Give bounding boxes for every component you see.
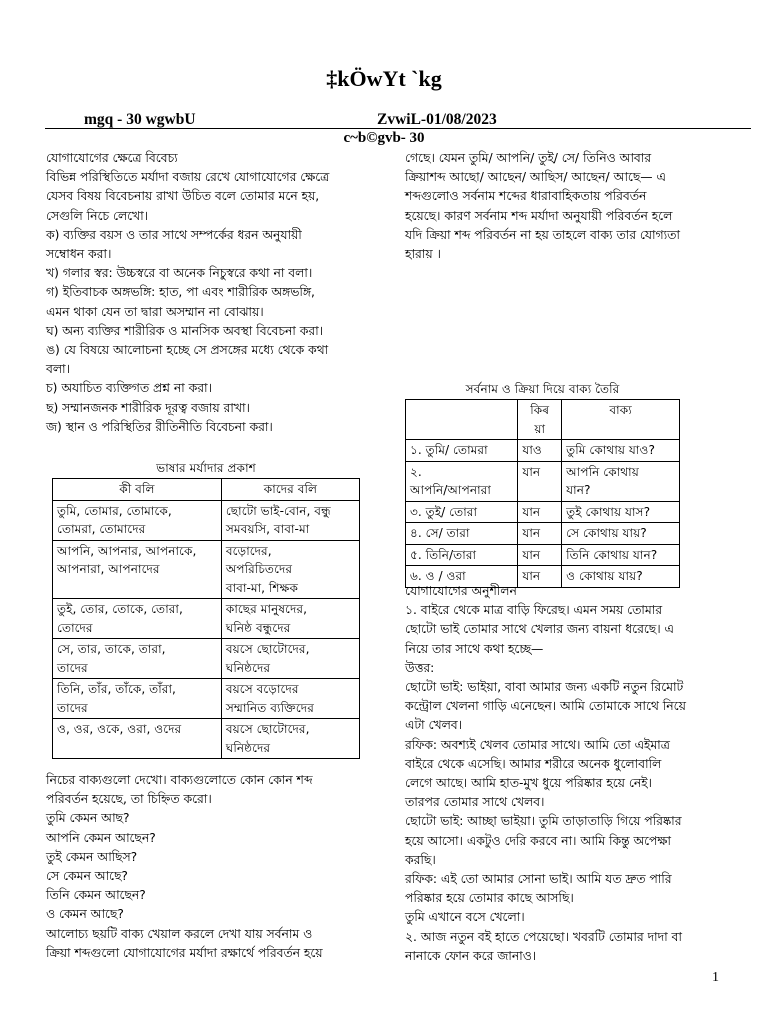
text-line: সেগুলি নিচে লেখো। (46, 208, 149, 223)
table-cell: আপনি কোথায় যান? (562, 461, 680, 501)
text-line: এমন থাকা যেন তা দ্বারা অসম্মান না বোঝায়। (46, 304, 264, 319)
table-cell: ১. তুমি/ তোমরা (406, 440, 518, 462)
table-cell: কাছের মানুষদের, ঘনিষ্ঠ বন্ধুদের (221, 599, 359, 639)
text-line: তুমি এখানে বসে খেলো। (405, 910, 525, 925)
table-cell: সে কোথায় যায়? (562, 523, 680, 545)
text-line: ২. আজ নতুন বই হাতে পেয়েছো। খবরটি তোমার দাদা বা (405, 929, 682, 944)
pronoun-verb-table (405, 399, 680, 588)
text-line: আলোচ্য ছয়টি বাক্য খেয়াল করলে দেখা যায় সর্বনাম ও (46, 926, 313, 941)
table-cell: যান (518, 501, 562, 523)
text-line: যদি ক্রিয়া শব্দ পরিবর্তন না হয় তাহলে বাক্য তার যোগ্যতা (405, 227, 680, 242)
table-cell: যাও (518, 440, 562, 462)
table-row (406, 523, 680, 545)
table-row (53, 500, 360, 540)
table-row (406, 544, 680, 566)
text-line: হয়ে আসো। একটুও দেরি করবে না। আমি কিন্তু অপেক্ষা (405, 833, 671, 848)
text-line: তুই কেমন আছিস? (46, 849, 138, 864)
text-line: হয়েছে। কারণ সর্বনাম শব্দ মর্যাদা অনুযায়ী পরিবর্তন হলে (405, 208, 673, 223)
table-cell: তুই, তোর, তোকে, তোরা, তোদের (53, 599, 222, 639)
page-number: 1 (712, 970, 719, 985)
text-line: ক) ব্যক্তির বয়স ও তার সাথে সম্পর্কের ধরন অনুযায়ী (46, 227, 302, 242)
text-line: করছি। (405, 852, 436, 867)
text-line: শব্দগুলোও সর্বনাম শব্দের ধারাবাহিকতায় পরিবর্তন (405, 189, 647, 204)
table-row (406, 501, 680, 523)
document-title: ‡kÖwYt `kg (326, 66, 442, 91)
column-header: কিৰ য়া (518, 400, 562, 440)
text-line: রফিক: এই তো আমার সোনা ভাই। আমি যত দ্রুত পারি (405, 872, 672, 887)
table-row (406, 440, 680, 462)
table-cell: ৫. তিনি/তারা (406, 544, 518, 566)
table-cell: সে, তার, তাকে, তারা, তাদের (53, 639, 222, 679)
table-row (53, 719, 360, 759)
table-cell: ২. আপনি/আপনারা (406, 461, 518, 501)
table-cell: ৪. সে/ তারা (406, 523, 518, 545)
table-cell: আপনি, আপনার, আপনাকে, আপনারা, আপনাদের (53, 540, 222, 599)
left-intro-text (46, 149, 329, 437)
text-line: তারপর তোমার সাথে খেলব। (405, 795, 545, 810)
table-header-row (53, 479, 360, 501)
table1-caption: ভাষার মর্যাদার প্রকাশ (156, 461, 256, 475)
text-line: যেসব বিষয় বিবেচনায় রাখা উচিত বলে তোমার মনে হয়, (46, 189, 320, 204)
right-top-text (405, 149, 680, 264)
text-line: ক্রিয়া শব্দগুলো যোগাযোগের মর্যাদা রক্ষার্থে পরিবর্তন হয়ে (46, 945, 323, 960)
table-cell: তুমি, তোমার, তোমাকে, তোমরা, তোমাদের (53, 500, 222, 540)
table-cell: যান (518, 544, 562, 566)
table-cell: তিনি কোথায় যান? (562, 544, 680, 566)
text-line: ১. বাইরে থেকে মাত্র বাড়ি ফিরেছ। এমন সময় তোমার (405, 603, 663, 618)
header-divider (45, 128, 751, 129)
text-line: উত্তর: (405, 660, 435, 675)
text-line: নানাকে ফোন করে জানাও। (405, 948, 537, 963)
text-line: নিয়ে তার সাথে কথা হচ্ছে— (405, 641, 544, 656)
table-row (53, 639, 360, 679)
table-cell: বয়সে বড়োদের সম্মানিত ব্যক্তিদের (221, 679, 359, 719)
right-bottom-text (405, 582, 686, 966)
text-line: ছোটো ভাই তোমার সাথে খেলার জন্য বায়না ধরেছে। এ (405, 622, 674, 637)
table-cell: ৩. তুই/ তোরা (406, 501, 518, 523)
table-row (406, 461, 680, 501)
column-header (406, 400, 518, 440)
table-cell: ৬. ও / ওরা (406, 566, 518, 588)
table-row (53, 599, 360, 639)
text-line: যোগাযোগের ক্ষেত্রে বিবেচ্য (46, 151, 178, 165)
table-row (53, 679, 360, 719)
table-cell: যান (518, 523, 562, 545)
text-line: বলা। (46, 362, 70, 377)
text-line: রফিক: অবশ্যই খেলব তোমার সাথে। আমি তো এইমাত্র (405, 737, 670, 752)
table-cell: ও, ওর, ওকে, ওরা, ওদের (53, 719, 222, 759)
text-line: এটা খেলব। (405, 718, 462, 733)
date-label: ZvwiL-01/08/2023 (377, 111, 497, 128)
text-line: বিভিন্ন পরিস্থিতিতে মর্যাদা বজায় রেখে যোগাযোগের ক্ষেত্রে (46, 170, 330, 185)
text-line: ও কেমন আছে? (46, 907, 124, 922)
text-line: হারায় । (405, 247, 441, 262)
table-cell: তুই কোথায় যাস? (562, 501, 680, 523)
text-line: আপনি কেমন আছেন? (46, 830, 156, 845)
text-line: ঙ) যে বিষয়ে আলোচনা হচ্ছে সে প্রসঙ্গের মধ্যে থেকে কথা (46, 343, 329, 358)
text-line: জ) স্থান ও পরিস্থিতির রীতিনীতি বিবেচনা করা। (46, 419, 273, 434)
left-bottom-text (46, 771, 323, 963)
text-line: ছোটো ভাই: ভাইয়া, বাবা আমার জন্য একটি নতুন রিমোট (405, 680, 684, 695)
text-line: বাইরে থেকে এসেছি। আমার শরীরে অনেক ধুলোবালি (405, 756, 662, 771)
text-line: নিচের বাক্যগুলো দেখো। বাক্যগুলোতে কোন কোন শব্দ (46, 773, 313, 787)
table-cell: বড়োদের, অপরিচিতদের বাবা-মা, শিক্ষক (221, 540, 359, 599)
text-line: ছ) সম্মানজনক শারীরিক দূরত্ব বজায় রাখা। (46, 400, 250, 415)
text-line: সম্বোধন করা। (46, 247, 112, 262)
text-line: পরিষ্কার হয়ে তোমার কাছে আসছি। (405, 891, 574, 906)
text-line: সে কেমন আছে? (46, 869, 128, 884)
column-header: কী বলি (53, 479, 222, 501)
text-line: যোগাযোগের অনুশীলন (405, 584, 517, 598)
text-line: ঘ) অন্য ব্যক্তির শারীরিক ও মানসিক অবস্থা বিবেচনা করা। (46, 323, 324, 338)
text-line: গ) ইতিবাচক অঙ্গভঙ্গি: হাত, পা এবং শারীরিক অঙ্গভঙ্গি, (46, 285, 315, 300)
text-line: খ) গলার স্বর: উচ্চস্বরে বা অনেক নিচুস্বরে কথা না বলা। (46, 266, 313, 281)
text-line: গেছে। যেমন তুমি/ আপনি/ তুই/ সে/ তিনিও আবার (405, 151, 652, 165)
table-cell: বয়সে ছোটোদের, ঘনিষ্ঠদের (221, 719, 359, 759)
table-cell: ও কোথায় যায়? (562, 566, 680, 588)
table-header-row (406, 400, 680, 440)
table-cell: যান (518, 461, 562, 501)
table2-caption: সর্বনাম ও ক্রিয়া দিয়ে বাক্য তৈরি (465, 382, 620, 396)
column-header: বাক্য (562, 400, 680, 440)
text-line: কন্ট্রোল খেলনা গাড়ি এনেছেন। আমি তোমাকে সাথে নিয়ে (405, 699, 686, 714)
text-line: তুমি কেমন আছ? (46, 811, 130, 826)
table-cell: বয়সে ছোটোদের, ঘনিষ্ঠদের (221, 639, 359, 679)
table-cell: যান (518, 566, 562, 588)
text-line: ক্রিয়াশব্দ আছো/ আছেন/ আছিস/ আছেন/ আছে— এ (405, 170, 666, 185)
text-line: তিনি কেমন আছেন? (46, 888, 146, 903)
marks-label: c~b©gvb- 30 (343, 130, 425, 146)
column-header: কাদের বলি (221, 479, 359, 501)
text-line: ছোটো ভাই: আচ্ছা ভাইয়া। তুমি তাড়াতাড়ি গিয়ে পরিষ্কার (405, 814, 682, 829)
subject-label: mgq - 30 wgwbU (84, 111, 196, 128)
table-row (53, 540, 360, 599)
honorific-table (52, 478, 360, 759)
table-cell: তুমি কোথায় যাও? (562, 440, 680, 462)
table-cell: তিনি, তাঁর, তাঁকে, তাঁরা, তাদের (53, 679, 222, 719)
text-line: চ) অযাচিত ব্যক্তিগত প্রশ্ন না করা। (46, 381, 212, 396)
text-line: পরিবর্তন হয়েছে, তা চিহ্নিত করো। (46, 792, 212, 807)
table-cell: ছোটো ভাই-বোন, বন্ধু সমবয়সি, বাবা-মা (221, 500, 359, 540)
text-line: লেগে আছে। আমি হাত-মুখ ধুয়ে পরিষ্কার হয়ে নেই। (405, 776, 652, 791)
